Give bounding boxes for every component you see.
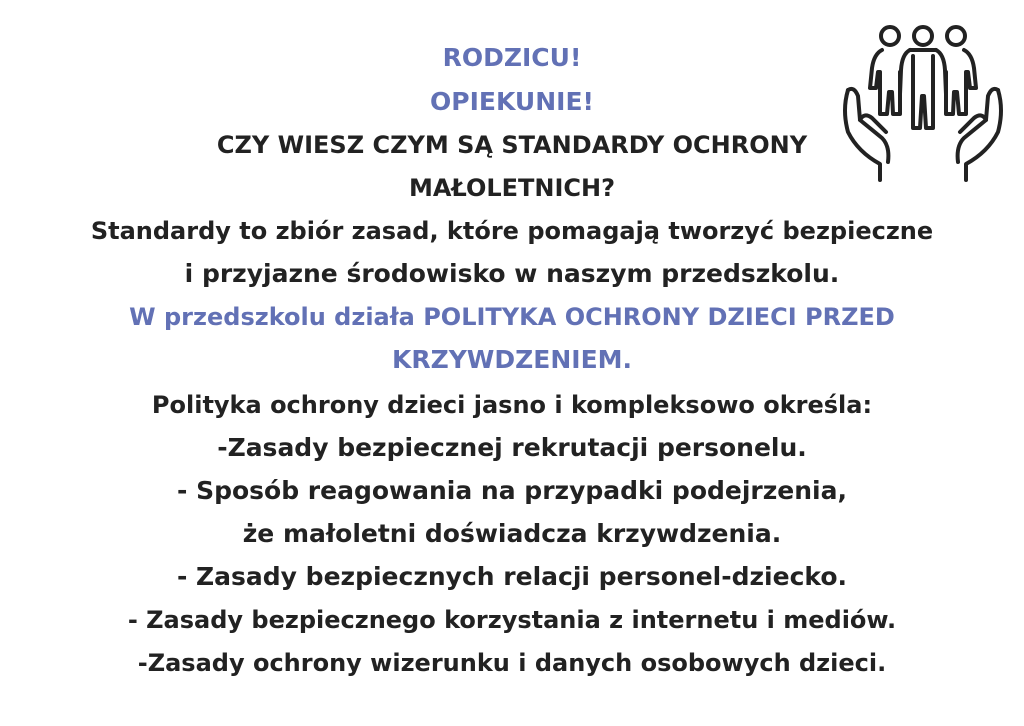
policy-line-2: KRZYWDZENIEM. [391,345,633,374]
list-item: że małoletni doświadcza krzywdzenia. [242,519,782,548]
list-item: -Zasady bezpiecznej rekrutacji personelu. [217,433,807,462]
list-item: - Sposób reagowania na przypadki podejrzenia, [176,476,847,505]
list-item: - Zasady bezpiecznych relacji personel-dziecko. [176,562,848,591]
question-line-1: CZY WIESZ CZYM SĄ STANDARDY OCHRONY [216,131,808,159]
question-line-2: MAŁOLETNICH? [408,174,616,202]
heading-guardian: OPIEKUNIE! [430,87,594,116]
definition-line-2: i przyjazne środowisko w naszym przedszkolu. [184,259,840,288]
list-item: - Zasady bezpiecznego korzystania z internetu i mediów. [127,606,897,634]
policy-line-1: W przedszkolu działa POLITYKA OCHRONY DZIECI PRZED [129,303,895,331]
list-intro: Polityka ochrony dzieci jasno i kompleksowo określa: [151,391,873,419]
definition-line-1: Standardy to zbiór zasad, które pomagają tworzyć bezpieczne [90,217,934,245]
list-item: -Zasady ochrony wizerunku i danych osobowych dzieci. [137,649,887,677]
heading-parent: RODZICU! [442,43,582,72]
hands-protecting-family-icon [838,16,1008,186]
